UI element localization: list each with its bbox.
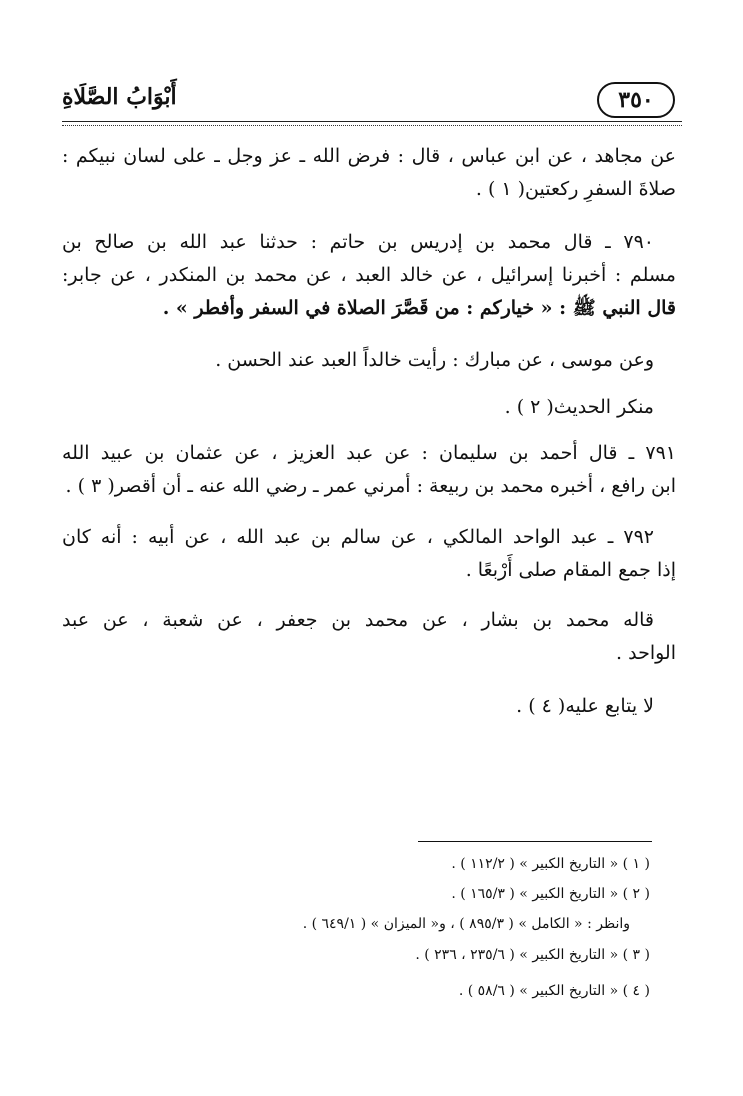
hadith-790	[62, 226, 676, 325]
text-line: ٧٩١ ـ قال أحمد بن سليمان : عن عبد العزيز ، عن عثمان بن عبيد الله	[62, 442, 676, 464]
text-line: ٧٩٠ ـ قال محمد بن إدريس بن حاتم : حدثنا عبد الله بن صالح بن	[62, 231, 654, 253]
text-line: لا يتابع عليه( ٤ ) .	[516, 695, 654, 717]
text-line: صلاةَ السفرِ ركعتين( ١ ) .	[475, 178, 676, 200]
text-line: قال النبي ﷺ : « خياركم : من قَصَّرَ الصلاة في السفر وأفطر » .	[162, 297, 676, 319]
footnote: ( ٤ ) « التاريخ الكبير » ( ٥٨/٦ ) .	[458, 983, 650, 999]
text-line: مسلم : أخبرنا إسرائيل ، عن خالد العبد ، عن محمد بن المنكدر ، عن جابر:	[62, 264, 676, 286]
text-line: إذا جمع المقام صلى أَرْبعًا .	[465, 559, 676, 581]
paragraph	[62, 140, 676, 206]
header-rule	[62, 121, 682, 126]
page-header	[62, 82, 682, 122]
page-number: ٣٥٠	[597, 82, 675, 118]
text-line: ٧٩٢ ـ عبد الواحد المالكي ، عن سالم بن عبد الله ، عن أبيه : أنه كان	[62, 526, 654, 548]
text-line: وعن موسى ، عن مبارك : رأيت خالداً العبد عند الحسن .	[215, 349, 654, 371]
paragraph	[62, 690, 676, 723]
footnote: ( ٢ ) « التاريخ الكبير » ( ١٦٥/٣ ) .	[451, 886, 650, 902]
paragraph	[62, 344, 676, 377]
hadith-792	[62, 521, 676, 587]
running-title: أَبْوَابُ الصَّلَاةِ	[62, 84, 177, 110]
paragraph	[62, 391, 676, 424]
footnote-separator	[418, 841, 652, 842]
text-line: قاله محمد بن بشار ، عن محمد بن جعفر ، عن شعبة ، عن عبد	[62, 609, 654, 631]
text-line: عن مجاهد ، عن ابن عباس ، قال : فرض الله ـ عز وجل ـ على لسان نبيكم :	[62, 145, 676, 167]
footnote: وانظر : « الكامل » ( ٨٩٥/٣ ) ، و« الميزان » ( ٦٤٩/١ ) .	[302, 916, 630, 932]
text-line: ابن رافع ، أخبره محمد بن ربيعة : أمرني عمر ـ رضي الله عنه ـ أن أقصر( ٣ ) .	[65, 475, 676, 497]
text-line: منكر الحديث( ٢ ) .	[504, 396, 654, 418]
hadith-791	[62, 437, 676, 503]
footnote: ( ٣ ) « التاريخ الكبير » ( ٢٣٥/٦ ، ٢٣٦ ) .	[415, 947, 650, 963]
footnote: ( ١ ) « التاريخ الكبير » ( ١١٢/٢ ) .	[451, 856, 650, 872]
paragraph	[62, 604, 676, 670]
text-line: الواحد .	[616, 642, 676, 664]
